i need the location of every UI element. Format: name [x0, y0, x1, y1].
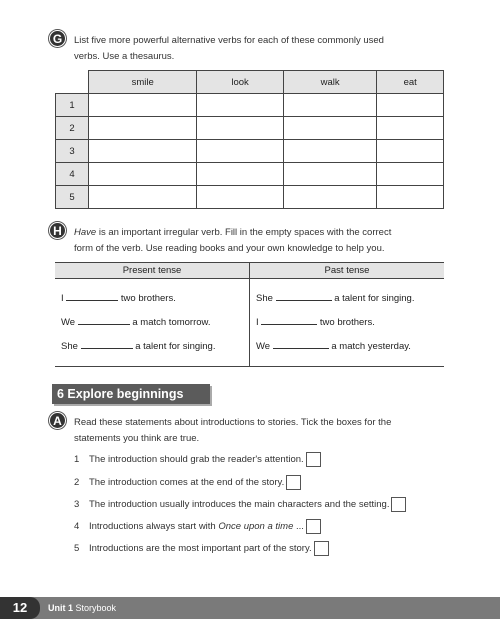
column-header-walk: walk [283, 71, 377, 94]
answer-cell[interactable] [377, 94, 444, 117]
table-row [56, 140, 444, 163]
section-h-badge: H [49, 222, 66, 239]
statement-item [74, 541, 329, 557]
column-header-look: look [197, 71, 283, 94]
fill-blank[interactable] [66, 293, 118, 301]
past-sentence [256, 313, 438, 337]
tick-box[interactable] [306, 519, 321, 534]
section-h-line2: form of the verb. Use reading books and your own knowledge to help you. [74, 243, 385, 254]
answer-cell[interactable] [89, 186, 197, 209]
table-row [56, 117, 444, 140]
answer-cell[interactable] [377, 163, 444, 186]
sentence-rest: two brothers. [120, 293, 176, 304]
column-header-eat: eat [377, 71, 444, 94]
statement-text: Introductions are the most important part of the story. [89, 543, 312, 555]
sentence-rest: a match yesterday. [331, 341, 411, 352]
sentence-subject: We [256, 341, 271, 352]
statement-number: 3 [74, 499, 80, 511]
present-tense-column [55, 279, 250, 366]
answer-cell[interactable] [283, 163, 377, 186]
section-g-badge: G [49, 30, 66, 47]
statement-item [74, 452, 321, 468]
have-word: Have [74, 227, 97, 238]
answer-cell[interactable] [377, 140, 444, 163]
table-corner [56, 71, 89, 94]
statement-item [74, 497, 406, 513]
answer-cell[interactable] [377, 117, 444, 140]
answer-cell[interactable] [89, 140, 197, 163]
footer-unit: Unit 1 [48, 603, 74, 613]
statement-text-end: ... [293, 521, 304, 533]
section-a-badge: A [49, 412, 66, 429]
section-g-line2: verbs. Use a thesaurus. [74, 51, 175, 62]
section-a-line2: statements you think are true. [74, 433, 200, 444]
answer-cell[interactable] [89, 117, 197, 140]
row-number: 4 [56, 163, 89, 186]
fill-blank[interactable] [78, 317, 130, 325]
section-6-title: 6 Explore beginnings [52, 384, 210, 404]
section-g-instruction [74, 33, 384, 65]
present-sentence [61, 337, 243, 361]
statement-item [74, 519, 321, 535]
answer-cell[interactable] [197, 117, 283, 140]
answer-cell[interactable] [377, 186, 444, 209]
statement-item [74, 475, 301, 491]
fill-blank[interactable] [81, 341, 133, 349]
present-sentence [61, 313, 243, 337]
fill-blank[interactable] [276, 293, 332, 301]
tick-box[interactable] [306, 452, 321, 467]
row-number: 2 [56, 117, 89, 140]
table-row [56, 163, 444, 186]
statement-text: The introduction usually introduces the main characters and the setting. [89, 499, 390, 511]
statement-text-start: Introductions always start with [89, 521, 219, 533]
answer-cell[interactable] [89, 94, 197, 117]
section-a-line1: Read these statements about introductions to stories. Tick the boxes for the [74, 417, 392, 428]
footer-title: Storybook [75, 603, 117, 613]
sentence-subject: She [256, 293, 273, 304]
sentence-subject: I [61, 293, 64, 304]
past-sentence [256, 337, 438, 361]
section-g-line1: List five more powerful alternative verbs for each of these commonly used [74, 35, 384, 46]
answer-cell[interactable] [197, 186, 283, 209]
statement-text: The introduction should grab the reader's attention. [89, 454, 304, 466]
sentence-rest: a talent for singing. [334, 293, 415, 304]
tick-box[interactable] [391, 497, 406, 512]
row-number: 5 [56, 186, 89, 209]
section-h-line1-rest: is an important irregular verb. Fill in the empty spaces with the correct [96, 227, 392, 238]
answer-cell[interactable] [197, 94, 283, 117]
answer-cell[interactable] [283, 117, 377, 140]
answer-cell[interactable] [283, 186, 377, 209]
present-tense-header: Present tense [55, 263, 250, 278]
page-number: 12 [0, 597, 40, 619]
column-header-smile: smile [89, 71, 197, 94]
answer-cell[interactable] [197, 163, 283, 186]
sentence-subject: She [61, 341, 78, 352]
section-a-instruction [74, 415, 391, 447]
past-tense-column [250, 279, 444, 366]
answer-cell[interactable] [89, 163, 197, 186]
verb-table [55, 70, 444, 209]
sentence-rest: a talent for singing. [135, 341, 216, 352]
statement-number: 5 [74, 543, 80, 555]
tick-box[interactable] [286, 475, 301, 490]
present-sentence [61, 289, 243, 313]
statement-number: 1 [74, 454, 80, 466]
past-sentence [256, 289, 438, 313]
statement-number: 4 [74, 521, 80, 533]
row-number: 1 [56, 94, 89, 117]
statement-number: 2 [74, 477, 80, 489]
tick-box[interactable] [314, 541, 329, 556]
row-number: 3 [56, 140, 89, 163]
table-row [56, 186, 444, 209]
footer-label [48, 597, 116, 619]
sentence-subject: I [256, 317, 259, 328]
section-h-instruction [74, 225, 391, 257]
sentence-subject: We [61, 317, 76, 328]
answer-cell[interactable] [283, 94, 377, 117]
statement-text: The introduction comes at the end of the story. [89, 477, 285, 489]
sentence-rest: a match tomorrow. [132, 317, 211, 328]
statement-emphasis: Once upon a time [218, 521, 294, 533]
section-h-line1 [74, 225, 391, 241]
fill-blank[interactable] [261, 317, 317, 325]
answer-cell[interactable] [283, 140, 377, 163]
table-row [56, 94, 444, 117]
past-tense-header: Past tense [324, 265, 370, 276]
tense-table [55, 262, 444, 367]
sentence-rest: two brothers. [319, 317, 375, 328]
answer-cell[interactable] [197, 140, 283, 163]
fill-blank[interactable] [273, 341, 329, 349]
